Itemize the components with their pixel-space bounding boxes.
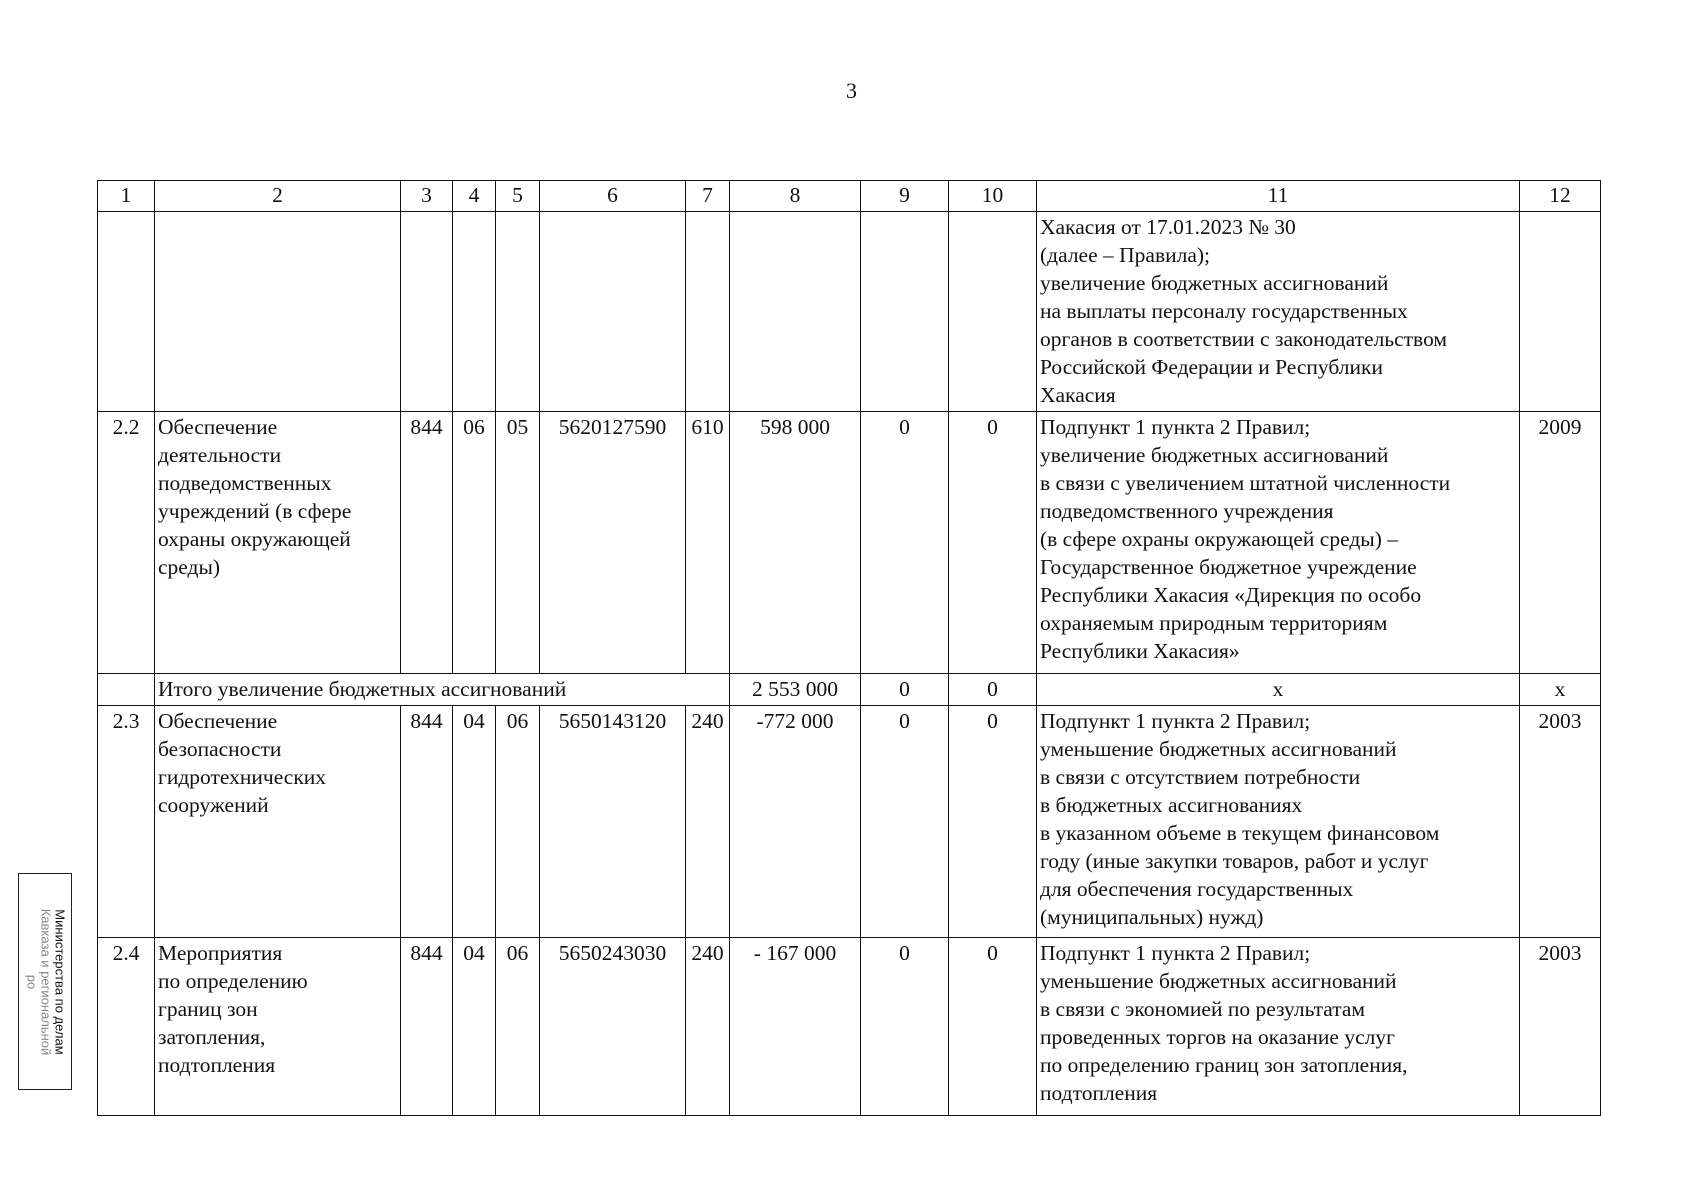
- row-name: Обеспечение безопасности гидротехнических сооружений: [155, 706, 401, 938]
- cell-col3: 844: [401, 412, 453, 674]
- table-row-2-2: [98, 412, 1601, 674]
- table-row-2-3: [98, 706, 1601, 938]
- table-header-row: [98, 181, 1601, 212]
- stamp-line: Кавказа и региональной: [38, 908, 54, 1055]
- cell-amount: - 167 000: [730, 938, 861, 1116]
- header-cell: 2: [155, 181, 401, 212]
- cell-col4: 04: [453, 706, 496, 938]
- table-row-continuation: [98, 212, 1601, 412]
- cell-col12: 2009: [1520, 412, 1601, 674]
- cell-col9: 0: [861, 412, 949, 674]
- justification-cell: Подпункт 1 пункта 2 Правил; увеличение бюджетных ассигнований в связи с увеличением штатной численности подведомственного учреждения (в сфере охраны окружающей среды) – Государственное бюджетное учреждение Республики Хакасия «Дирекция по особо охраняемым природным территориям Республики Хакасия»: [1037, 412, 1520, 674]
- stamp-line: Министерства по делам: [52, 908, 68, 1055]
- cell-col10: 0: [949, 412, 1037, 674]
- table-row-total: [98, 674, 1601, 706]
- header-cell: 12: [1520, 181, 1601, 212]
- cell-col7: 240: [686, 706, 730, 938]
- header-cell: 8: [730, 181, 861, 212]
- cell-col4: 04: [453, 938, 496, 1116]
- total-label: Итого увеличение бюджетных ассигнований: [155, 674, 730, 706]
- header-cell: 9: [861, 181, 949, 212]
- cell-col9: 0: [861, 938, 949, 1116]
- row-name: Мероприятия по определению границ зон затопления, подтопления: [155, 938, 401, 1116]
- cell-col6: 5620127590: [540, 412, 686, 674]
- stamp-line: ро: [24, 974, 40, 989]
- appropriations-table: [97, 180, 1601, 1116]
- cell-amount: 598 000: [730, 412, 861, 674]
- cell-col6: 5650143120: [540, 706, 686, 938]
- cell-col9: 0: [861, 706, 949, 938]
- total-amount: 2 553 000: [730, 674, 861, 706]
- row-name: Обеспечение деятельности подведомственных учреждений (в сфере охраны окружающей среды): [155, 412, 401, 674]
- header-cell: 5: [496, 181, 540, 212]
- total-col11: x: [1037, 674, 1520, 706]
- header-cell: 1: [98, 181, 155, 212]
- registration-stamp: [18, 873, 72, 1090]
- header-cell: 3: [401, 181, 453, 212]
- header-cell: 4: [453, 181, 496, 212]
- header-cell: 6: [540, 181, 686, 212]
- cell-amount: -772 000: [730, 706, 861, 938]
- total-col10: 0: [949, 674, 1037, 706]
- total-col9: 0: [861, 674, 949, 706]
- cell-col10: 0: [949, 706, 1037, 938]
- cell-col6: 5650243030: [540, 938, 686, 1116]
- cell-col5: 05: [496, 412, 540, 674]
- justification-cell: Подпункт 1 пункта 2 Правил; уменьшение бюджетных ассигнований в связи с отсутствием потребности в бюджетных ассигнованиях в указанном объеме в текущем финансовом году (иные закупки товаров, работ и услуг для обеспечения государственных (муниципальных) нужд): [1037, 706, 1520, 938]
- row-number: 2.4: [98, 938, 155, 1116]
- header-cell: 10: [949, 181, 1037, 212]
- cell-col4: 06: [453, 412, 496, 674]
- row-number: 2.2: [98, 412, 155, 674]
- cell-col5: 06: [496, 706, 540, 938]
- cell-col7: 610: [686, 412, 730, 674]
- justification-cell: Подпункт 1 пункта 2 Правил; уменьшение бюджетных ассигнований в связи с экономией по результатам проведенных торгов на оказание услуг по определению границ зон затопления, подтопления: [1037, 938, 1520, 1116]
- cell-col12: 2003: [1520, 706, 1601, 938]
- total-col12: x: [1520, 674, 1601, 706]
- cell-col7: 240: [686, 938, 730, 1116]
- cell-col3: 844: [401, 938, 453, 1116]
- row-number: 2.3: [98, 706, 155, 938]
- cell-col5: 06: [496, 938, 540, 1116]
- cell-col3: 844: [401, 706, 453, 938]
- justification-cell: Хакасия от 17.01.2023 № 30 (далее – Правила); увеличение бюджетных ассигнований на выплаты персоналу государственных органов в соответствии с законодательством Российской Федерации и Республики Хакасия: [1037, 212, 1520, 412]
- header-cell: 11: [1037, 181, 1520, 212]
- header-cell: 7: [686, 181, 730, 212]
- cell-col12: 2003: [1520, 938, 1601, 1116]
- table-row-2-4: [98, 938, 1601, 1116]
- page-number: 3: [846, 78, 857, 103]
- cell-col10: 0: [949, 938, 1037, 1116]
